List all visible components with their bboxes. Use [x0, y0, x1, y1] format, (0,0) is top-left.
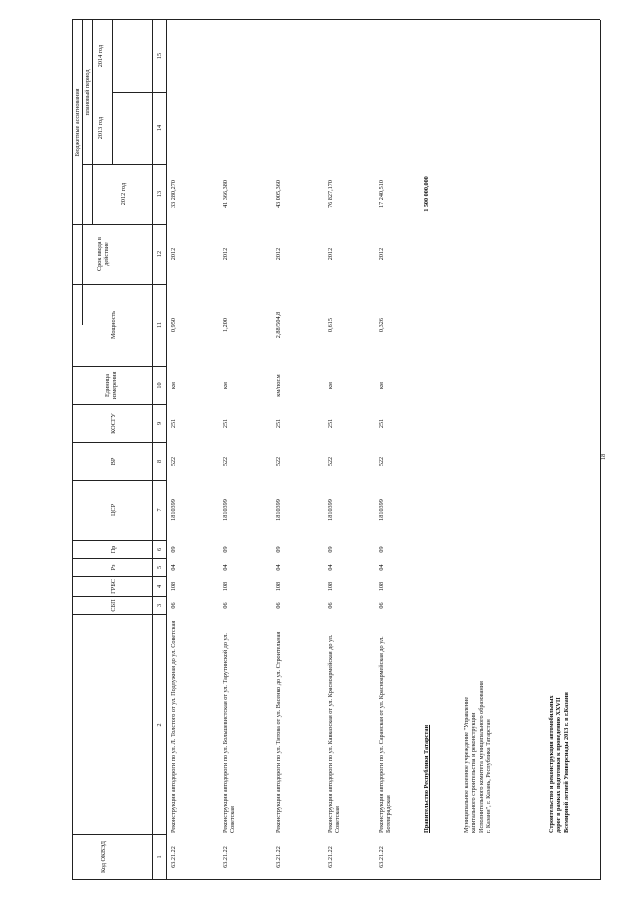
col-number: 14: [156, 124, 163, 132]
row-unit: км: [327, 382, 334, 389]
planning-header-line: [92, 20, 93, 225]
row-name: Реконструкция автодороги по ул. Титова от ул. Васенко до ул. Строительная: [275, 631, 282, 833]
header-csr: ЦСР: [110, 503, 117, 517]
col-number: 3: [156, 603, 163, 608]
institution-block: [463, 613, 493, 833]
row-name: Реконструкция автодороги по ул. Л. Толстого от ул. Подлужная до ул. Советская: [170, 620, 177, 833]
government-heading: Правительство Республики Татарстан: [423, 724, 430, 833]
row-rz: 04: [170, 564, 177, 571]
project-line: Строительство и реконструкция автомобильных: [548, 695, 555, 833]
row-vr: 522: [275, 456, 282, 467]
row-rz: 04: [327, 564, 334, 571]
row-grbs: 108: [275, 581, 282, 592]
col-number: 11: [156, 322, 163, 328]
col-sep: [72, 404, 166, 405]
row-pr: 09: [378, 546, 385, 553]
col-sep: [72, 442, 166, 443]
row-okved: 63.21.22: [222, 846, 229, 868]
row-rz: 04: [275, 564, 282, 571]
col-number: 7: [156, 508, 163, 512]
row-name: Реконструкция автодороги по ул. Кавказская от ул. Красноармейская до ул. Советская: [327, 634, 342, 833]
header-sbp: СБП: [110, 599, 117, 612]
col-number: 13: [156, 190, 163, 198]
header-okved: Код ОКВЭД: [100, 841, 107, 873]
header-planning: плановый период: [84, 69, 91, 116]
page-number: 18: [600, 453, 607, 460]
header-2012: 2012 год: [120, 182, 127, 206]
header-2013: 2013 год: [97, 116, 104, 140]
col-sep: [72, 558, 166, 559]
col-number: 12: [156, 250, 163, 258]
header-unit: Единица измерения: [104, 371, 119, 400]
budget-header-line: [82, 20, 83, 325]
row-unit: км: [378, 382, 385, 389]
row-csr: 1810399: [378, 499, 385, 521]
row-csr: 1810399: [275, 499, 282, 521]
header-pr: Пр: [110, 545, 117, 554]
col-sep: [72, 540, 166, 541]
row-csr: 1810399: [222, 499, 229, 521]
row-capacity: 0,326: [378, 318, 385, 332]
header-2014: 2014 год: [97, 44, 104, 68]
row-grbs: 108: [378, 581, 385, 592]
row-capacity: 1,200: [222, 318, 229, 332]
row-okved: 63.21.22: [327, 846, 334, 868]
row-sbp: 06: [275, 602, 282, 609]
row-okved: 63.21.22: [275, 846, 282, 868]
header-capacity: Мощность: [110, 310, 117, 340]
row-unit: км: [170, 382, 177, 389]
row-pr: 09: [327, 546, 334, 553]
col-sep: [72, 284, 166, 285]
col-sep: [72, 480, 166, 481]
row-2012: 41 366,380: [222, 180, 229, 208]
row-term: 2012: [222, 247, 229, 261]
col-number: 6: [156, 547, 163, 552]
table-border-bottom: [72, 879, 600, 880]
row-pr: 09: [170, 546, 177, 553]
header-budget: Бюджетные ассигнования: [74, 88, 81, 157]
col-sep: [72, 834, 166, 835]
header-term: Срок ввода в действие: [96, 237, 111, 271]
row-vr: 522: [378, 456, 385, 467]
institution-line: Исполнительного комитета муниципального образования: [477, 681, 485, 833]
row-sbp: 06: [222, 602, 229, 609]
row-2012: 43 005,360: [275, 180, 282, 208]
row-csr: 1810399: [170, 499, 177, 521]
col-sep: [72, 614, 166, 615]
table-border-top: [72, 19, 600, 20]
header-rz: Рз: [110, 564, 117, 571]
row-term: 2012: [327, 247, 334, 261]
row-term: 2012: [378, 247, 385, 261]
institution-line: капитального строительства и реконструкции: [470, 712, 478, 833]
col-number: 2: [156, 723, 163, 727]
row-sbp: 06: [378, 602, 385, 609]
row-capacity: 0,950: [170, 318, 177, 332]
col-number: 9: [156, 421, 163, 426]
row-rz: 04: [378, 564, 385, 571]
row-capacity: 2,88/504,8: [275, 311, 282, 339]
row-kosgu: 251: [170, 418, 177, 429]
row-name: Реконструкция автодороги по ул. Большевистская от ул. Тарутинской до ул. Советская: [222, 633, 237, 833]
col-number: 4: [156, 584, 163, 589]
row-kosgu: 251: [327, 418, 334, 429]
header-kosgu: КОСГУ: [110, 413, 117, 434]
row-2012: 17 240,510: [378, 180, 385, 208]
row-rz: 04: [222, 564, 229, 571]
row-vr: 522: [222, 456, 229, 467]
row-vr: 522: [327, 456, 334, 467]
col-sep: [72, 596, 166, 597]
row-2012: 76 827,170: [327, 180, 334, 208]
col-number: 15: [156, 52, 163, 60]
institution-line: Муниципальное казенное учреждение "Управление: [463, 696, 470, 833]
number-row-line: [166, 20, 167, 880]
institution-line: г. Казани", г. Казань, Республика Татарстан: [485, 719, 493, 833]
row-grbs: 108: [170, 581, 177, 592]
header-vr: ВР: [110, 457, 117, 466]
row-grbs: 108: [327, 581, 334, 592]
row-sbp: 06: [170, 602, 177, 609]
row-kosgu: 251: [378, 418, 385, 429]
row-vr: 522: [170, 456, 177, 467]
header-bottom-line: [152, 20, 153, 880]
col-number: 10: [156, 382, 163, 389]
row-term: 2012: [275, 247, 282, 261]
col-sep: [72, 366, 166, 367]
col-number: 8: [156, 459, 163, 464]
row-grbs: 108: [222, 581, 229, 592]
row-sbp: 06: [327, 602, 334, 609]
row-kosgu: 251: [275, 418, 282, 429]
table-border-left: [72, 20, 73, 880]
row-kosgu: 251: [222, 418, 229, 429]
project-line: Всемирной летней Универсиады 2013 г. в г.Казани: [562, 692, 570, 833]
project-block: [548, 613, 570, 833]
government-total: 1 500 000,000: [423, 176, 430, 212]
row-pr: 09: [275, 546, 282, 553]
row-term: 2012: [170, 247, 177, 261]
col-sep: [72, 224, 166, 225]
row-csr: 1810399: [327, 499, 334, 521]
row-name: Реконструкция автодороги по ул. Саранская от ул. Красноармейская до ул. Ботевградская: [378, 636, 393, 833]
row-unit: км/пог.м: [275, 374, 282, 397]
header-grbs: ГРБС: [110, 579, 117, 594]
row-pr: 09: [222, 546, 229, 553]
project-line: дорог в рамках подготовки к проведению XXVII: [555, 697, 563, 833]
col-sep: [72, 576, 166, 577]
col-number: 5: [156, 565, 163, 570]
row-capacity: 0,615: [327, 318, 334, 332]
row-2012: 33 280,270: [170, 180, 177, 208]
row-unit: км: [222, 382, 229, 389]
row-okved: 63.21.22: [170, 846, 177, 868]
col-number: 1: [156, 855, 163, 859]
row-okved: 63.21.22: [378, 846, 385, 868]
